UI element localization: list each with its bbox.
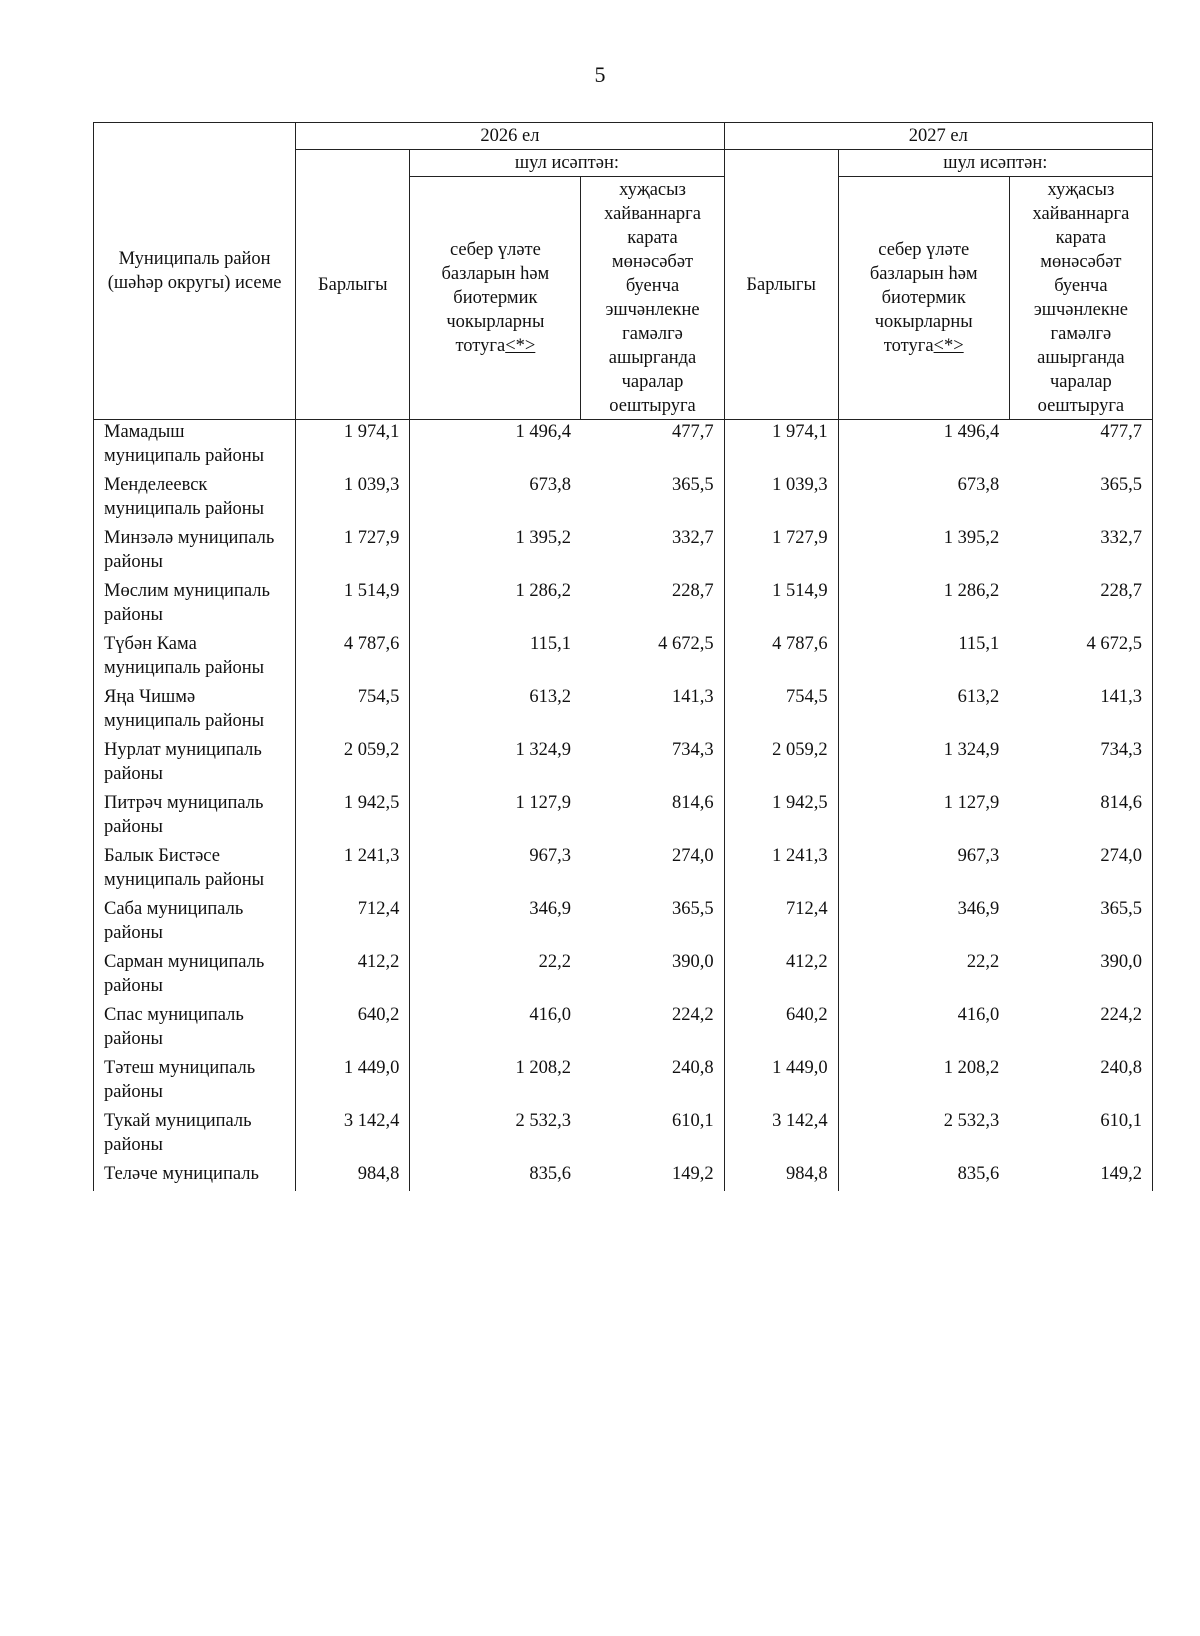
- total-2026-cell: 1 241,3: [296, 844, 410, 897]
- table-row: [94, 897, 1153, 950]
- collect-2026-cell: 1 324,9: [515, 740, 571, 760]
- animals-2027-cell: 141,3: [1009, 685, 1152, 738]
- table-row: [94, 791, 1153, 844]
- table-row: [94, 685, 1153, 738]
- district-name: Саба муниципаль районы: [94, 897, 296, 950]
- collect-2027-cell: 835,6: [957, 1164, 1000, 1184]
- district-name: Мамадыш муниципаль районы: [94, 420, 296, 474]
- footnote-reference[interactable]: <*>: [505, 336, 536, 356]
- animals-column-header: хуҗасыз хайваннарга карата мөнәсәбәт буенча эшчәнлекне гамәлгә ашырганда чаралар оештыруга: [581, 177, 724, 420]
- total-2026-cell: 984,8: [296, 1162, 410, 1191]
- total-2026-cell: 712,4: [296, 897, 410, 950]
- collect-2027-cell: 967,3: [957, 846, 1000, 866]
- animals-2026-cell: 149,2: [581, 1162, 724, 1191]
- collect-2027-cell: 416,0: [957, 1005, 1000, 1025]
- footnote-reference[interactable]: <*>: [933, 336, 964, 356]
- total-2026-cell: 412,2: [296, 950, 410, 1003]
- district-name: Тәтеш муниципаль районы: [94, 1056, 296, 1109]
- total-column-header: Барлыгы: [296, 150, 410, 420]
- animals-column-header: хуҗасыз хайваннарга карата мөнәсәбәт буенча эшчәнлекне гамәлгә ашырганда чаралар оештыруга: [1009, 177, 1152, 420]
- district-name: Тукай муниципаль районы: [94, 1109, 296, 1162]
- animals-2027-cell: 610,1: [1009, 1109, 1152, 1162]
- table-row: [94, 1162, 1153, 1191]
- total-2027-cell: 1 942,5: [724, 791, 838, 844]
- total-2026-cell: 3 142,4: [296, 1109, 410, 1162]
- including-header: шул исәптән:: [410, 150, 724, 177]
- year-2027-header: 2027 ел: [724, 123, 1152, 150]
- total-2027-cell: 1 241,3: [724, 844, 838, 897]
- animals-2027-cell: 224,2: [1009, 1003, 1152, 1056]
- animals-2026-cell: 4 672,5: [581, 632, 724, 685]
- table-row: [94, 420, 1153, 474]
- district-name: Түбән Кама муниципаль районы: [94, 632, 296, 685]
- table-row: [94, 632, 1153, 685]
- total-2026-cell: 1 974,1: [296, 420, 410, 474]
- animals-2027-cell: 149,2: [1009, 1162, 1152, 1191]
- collect-2027-cell: 1 496,4: [943, 422, 1000, 442]
- total-2026-cell: 754,5: [296, 685, 410, 738]
- collect-2027-cell: 1 324,9: [943, 740, 1000, 760]
- district-name: Менделеевск муниципаль районы: [94, 473, 296, 526]
- animals-2026-cell: 141,3: [581, 685, 724, 738]
- animals-2026-cell: 390,0: [581, 950, 724, 1003]
- table-row: [94, 950, 1153, 1003]
- animals-2026-cell: 224,2: [581, 1003, 724, 1056]
- total-2027-cell: 1 039,3: [724, 473, 838, 526]
- collect-column-header: себер үләте базларын һәм биотермик чокырларны тотуга<*>: [838, 177, 1009, 420]
- total-2026-cell: 1 942,5: [296, 791, 410, 844]
- animals-2027-cell: 814,6: [1009, 791, 1152, 844]
- total-2027-cell: 640,2: [724, 1003, 838, 1056]
- animals-2026-cell: 814,6: [581, 791, 724, 844]
- total-2026-cell: 1 449,0: [296, 1056, 410, 1109]
- animals-2026-cell: 365,5: [581, 473, 724, 526]
- table-row: [94, 738, 1153, 791]
- collect-2027-cell: 115,1: [958, 634, 1000, 654]
- animals-2027-cell: 390,0: [1009, 950, 1152, 1003]
- including-header: шул исәптән:: [838, 150, 1152, 177]
- collect-2026-cell: 613,2: [529, 687, 571, 707]
- animals-2026-cell: 610,1: [581, 1109, 724, 1162]
- district-name: Сарман муниципаль районы: [94, 950, 296, 1003]
- collect-2026-cell: 835,6: [529, 1164, 571, 1184]
- animals-2027-cell: 365,5: [1009, 473, 1152, 526]
- name-column-header: Муниципаль район (шәһәр округы) исеме: [94, 123, 296, 420]
- total-column-header: Барлыгы: [724, 150, 838, 420]
- total-2027-cell: 412,2: [724, 950, 838, 1003]
- total-2026-cell: 1 727,9: [296, 526, 410, 579]
- collect-2026-cell: 1 286,2: [515, 581, 571, 601]
- collect-column-header: себер үләте базларын һәм биотермик чокырларны тотуга<*>: [410, 177, 581, 420]
- total-2027-cell: 1 449,0: [724, 1056, 838, 1109]
- total-2026-cell: 1 514,9: [296, 579, 410, 632]
- budget-table: [93, 122, 1153, 1191]
- year-2026-header: 2026 ел: [296, 123, 724, 150]
- table-row: [94, 473, 1153, 526]
- district-name: Питрәч муниципаль районы: [94, 791, 296, 844]
- collect-2026-cell: 115,1: [530, 634, 571, 654]
- total-2027-cell: 754,5: [724, 685, 838, 738]
- animals-2026-cell: 274,0: [581, 844, 724, 897]
- table-header: [94, 123, 1153, 420]
- district-name: Спас муниципаль районы: [94, 1003, 296, 1056]
- total-2027-cell: 1 514,9: [724, 579, 838, 632]
- collect-2027-cell: 1 286,2: [943, 581, 1000, 601]
- collect-2026-cell: 1 395,2: [515, 528, 571, 548]
- total-2026-cell: 1 039,3: [296, 473, 410, 526]
- animals-2026-cell: 734,3: [581, 738, 724, 791]
- animals-2027-cell: 228,7: [1009, 579, 1152, 632]
- total-2027-cell: 1 974,1: [724, 420, 838, 474]
- animals-2026-cell: 477,7: [581, 420, 724, 474]
- total-2027-cell: 1 727,9: [724, 526, 838, 579]
- collect-2026-cell: 22,2: [538, 952, 571, 972]
- animals-2027-cell: 365,5: [1009, 897, 1152, 950]
- collect-2026-cell: 2 532,3: [515, 1111, 571, 1131]
- animals-2027-cell: 4 672,5: [1009, 632, 1152, 685]
- total-2026-cell: 4 787,6: [296, 632, 410, 685]
- animals-2026-cell: 365,5: [581, 897, 724, 950]
- animals-2027-cell: 477,7: [1009, 420, 1152, 474]
- collect-2026-cell: 967,3: [529, 846, 571, 866]
- district-name: Мөслим муниципаль районы: [94, 579, 296, 632]
- collect-2026-cell: 416,0: [529, 1005, 571, 1025]
- animals-2026-cell: 332,7: [581, 526, 724, 579]
- collect-2026-cell: 673,8: [529, 475, 571, 495]
- animals-2027-cell: 274,0: [1009, 844, 1152, 897]
- total-2027-cell: 712,4: [724, 897, 838, 950]
- table-row: [94, 1056, 1153, 1109]
- district-name: Минзәлә муниципаль районы: [94, 526, 296, 579]
- collect-2026-cell: 1 127,9: [515, 793, 571, 813]
- collect-2027-cell: 2 532,3: [943, 1111, 1000, 1131]
- collect-2027-cell: 673,8: [957, 475, 1000, 495]
- district-name: Нурлат муниципаль районы: [94, 738, 296, 791]
- collect-2027-cell: 1 395,2: [943, 528, 1000, 548]
- collect-2027-cell: 22,2: [966, 952, 1000, 972]
- total-2026-cell: 640,2: [296, 1003, 410, 1056]
- total-2027-cell: 4 787,6: [724, 632, 838, 685]
- total-2026-cell: 2 059,2: [296, 738, 410, 791]
- animals-2026-cell: 228,7: [581, 579, 724, 632]
- collect-2026-cell: 346,9: [529, 899, 571, 919]
- total-2027-cell: 3 142,4: [724, 1109, 838, 1162]
- animals-2027-cell: 240,8: [1009, 1056, 1152, 1109]
- animals-2026-cell: 240,8: [581, 1056, 724, 1109]
- collect-2026-cell: 1 208,2: [515, 1058, 571, 1078]
- table-row: [94, 1109, 1153, 1162]
- table-body: [94, 420, 1153, 1192]
- collect-2026-cell: 1 496,4: [515, 422, 571, 442]
- district-name: Яңа Чишмә муниципаль районы: [94, 685, 296, 738]
- page-number: 5: [594, 62, 606, 87]
- total-2027-cell: 984,8: [724, 1162, 838, 1191]
- table-row: [94, 1003, 1153, 1056]
- collect-2027-cell: 1 127,9: [943, 793, 1000, 813]
- district-name: Балык Бистәсе муниципаль районы: [94, 844, 296, 897]
- animals-2027-cell: 734,3: [1009, 738, 1152, 791]
- total-2027-cell: 2 059,2: [724, 738, 838, 791]
- district-name: Теләче муниципаль: [94, 1162, 296, 1191]
- table-row: [94, 844, 1153, 897]
- animals-2027-cell: 332,7: [1009, 526, 1152, 579]
- collect-2027-cell: 1 208,2: [943, 1058, 1000, 1078]
- table-row: [94, 579, 1153, 632]
- table-row: [94, 526, 1153, 579]
- collect-2027-cell: 346,9: [957, 899, 1000, 919]
- collect-2027-cell: 613,2: [957, 687, 1000, 707]
